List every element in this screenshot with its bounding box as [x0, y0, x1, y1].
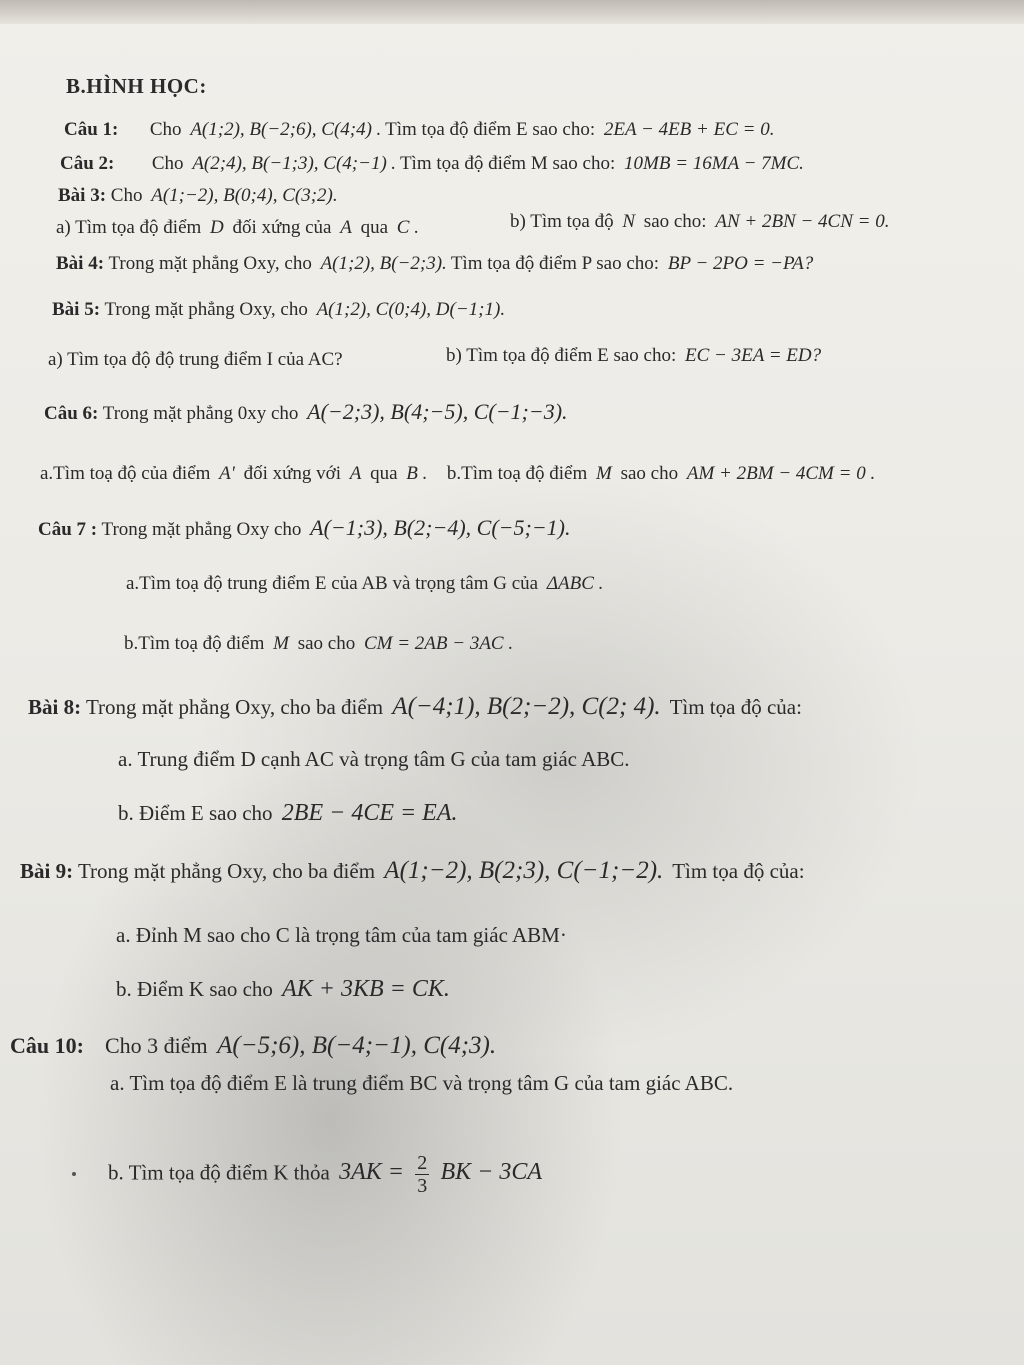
ex3b-text: b) Tìm tọa độ — [510, 211, 614, 232]
ex9-text: Trong mặt phẳng Oxy, cho ba điểm — [77, 859, 376, 883]
q6-label: Câu 6: — [44, 403, 99, 424]
q6-points: A(−2;3), B(4;−5), C(−1;−3). — [307, 399, 568, 424]
q10b-fraction — [415, 1152, 429, 1197]
question-2 — [60, 152, 808, 176]
ex3a-var-c: C . — [396, 217, 419, 238]
exercise-3b — [510, 210, 893, 234]
ex8-label: Bài 8: — [28, 695, 82, 719]
q1-label: Câu 1: — [64, 119, 119, 140]
ex8-end: Tìm tọa độ của: — [669, 695, 802, 719]
ex3b-equation: AN + 2BN − 4CN = 0. — [715, 211, 890, 232]
q1-mid: . Tìm tọa độ điểm E sao cho: — [375, 119, 596, 140]
q7a-text: a.Tìm toạ độ trung điểm E của AB và trọng tâm G của — [126, 573, 539, 594]
q10b-fraction-numerator: 2 — [417, 1152, 428, 1174]
ex9b-text: b. Điểm K sao cho — [116, 977, 273, 1001]
ex9-end: Tìm tọa độ của: — [672, 859, 805, 883]
ex4-label: Bài 4: — [56, 253, 105, 274]
section-title: B.HÌNH HỌC: — [66, 74, 207, 98]
paper-speck — [72, 1172, 76, 1176]
q7-label: Câu 7 : — [38, 519, 98, 540]
q7-points: A(−1;3), B(2;−4), C(−5;−1). — [310, 515, 571, 540]
q6-text: Trong mặt phẳng 0xy cho — [102, 403, 299, 424]
q6a-var-b: B . — [406, 463, 428, 484]
q2-points: A(2;4), B(−1;3), C(4;−1) — [192, 153, 387, 174]
ex4-text: Trong mặt phẳng Oxy, cho — [108, 253, 312, 274]
question-7a — [126, 572, 607, 596]
q10-points: A(−5;6), B(−4;−1), C(4;3). — [217, 1032, 497, 1059]
ex9a-text: a. Đỉnh M sao cho C là trọng tâm của tam giác ABM· — [116, 923, 567, 947]
ex3a-var-a: A — [340, 217, 352, 238]
ex4-mid: Tìm tọa độ điểm P sao cho: — [450, 253, 660, 274]
question-10 — [10, 1032, 500, 1060]
exercise-9b — [116, 976, 454, 1002]
ex8b-equation: 2BE − 4CE = EA. — [281, 800, 458, 826]
q1-equation: 2EA − 4EB + EC = 0. — [603, 119, 775, 140]
exercise-5b — [446, 344, 825, 368]
q7b-text: b.Tìm toạ độ điểm — [124, 633, 265, 654]
ex3a-text: a) Tìm tọa độ điểm — [56, 217, 202, 238]
ex8b-text: b. Điểm E sao cho — [118, 801, 273, 825]
q2-text: Cho — [151, 153, 184, 174]
q7-text: Trong mặt phẳng Oxy cho — [101, 519, 302, 540]
q7b-text-2: sao cho — [297, 633, 356, 654]
ex3a-var-d: D — [210, 217, 224, 238]
ex3a-text-3: qua — [360, 217, 389, 238]
ex8a-text: a. Trung điểm D cạnh AC và trọng tâm G của tam giác ABC. — [118, 747, 630, 771]
q2-mid: . Tìm tọa độ điểm M sao cho: — [390, 153, 616, 174]
q6b-text-2: sao cho — [620, 463, 679, 484]
ex3b-var-n: N — [622, 211, 636, 232]
ex5-points: A(1;2), C(0;4), D(−1;1). — [316, 299, 506, 320]
q1-text: Cho — [149, 119, 182, 140]
q10-label: Câu 10: — [10, 1033, 84, 1058]
ex9-points: A(1;−2), B(2;3), C(−1;−2). — [384, 857, 664, 884]
q10a-text: a. Tìm tọa độ điểm E là trung điểm BC và trọng tâm G của tam giác ABC. — [110, 1071, 734, 1095]
exercise-8b — [118, 800, 462, 826]
question-10b — [108, 1152, 546, 1197]
q2-equation: 10MB = 16MA − 7MC. — [624, 153, 804, 174]
ex4-equation: BP − 2PO = −PA? — [667, 253, 814, 274]
ex5b-equation: EC − 3EA = ED? — [685, 345, 822, 366]
ex5-label: Bài 5: — [52, 299, 101, 320]
exercise-4 — [56, 252, 817, 276]
q2-label: Câu 2: — [60, 153, 115, 174]
ex5b-text: b) Tìm tọa độ điểm E sao cho: — [446, 345, 677, 366]
q6a-var-a: A — [349, 463, 362, 484]
q10b-equation-right: BK − 3CA — [440, 1159, 542, 1186]
q6b-equation: AM + 2BM − 4CM = 0 . — [686, 463, 876, 484]
question-6-parts — [40, 462, 879, 486]
exercise-5a — [48, 348, 343, 372]
exercise-9 — [20, 858, 805, 884]
exercise-8a — [118, 746, 630, 772]
q1-points: A(1;2), B(−2;6), C(4;4) — [190, 119, 372, 140]
exercise-5 — [52, 298, 509, 322]
question-7b — [124, 632, 517, 656]
q6b-text: b.Tìm toạ độ điểm — [446, 463, 588, 484]
question-6 — [44, 400, 572, 426]
ex9-label: Bài 9: — [20, 859, 74, 883]
ex5-text: Trong mặt phẳng Oxy, cho — [104, 299, 308, 320]
exercise-8 — [28, 694, 802, 720]
q10b-fraction-denominator: 3 — [417, 1175, 428, 1197]
q6a-text: a.Tìm toạ độ của điểm — [40, 463, 211, 484]
ex3b-text-2: sao cho: — [643, 211, 707, 232]
q6b-var-m: M — [596, 463, 612, 484]
ex8-points: A(−4;1), B(2;−2), C(2; 4). — [392, 693, 661, 720]
q10b-equation-left: 3AK = — [339, 1159, 404, 1186]
paper-top-fold — [0, 0, 1024, 24]
q7b-var-m: M — [273, 633, 289, 654]
ex5a-text: a) Tìm tọa độ độ trung điểm I của AC? — [48, 349, 343, 370]
ex8-text: Trong mặt phẳng Oxy, cho ba điểm — [85, 695, 384, 719]
ex9b-equation: AK + 3KB = CK. — [282, 976, 450, 1002]
ex3-text: Cho — [110, 185, 143, 206]
exercise-3a — [56, 216, 423, 240]
q7a-triangle: ΔABC . — [546, 573, 604, 594]
question-10a — [110, 1070, 733, 1096]
question-1 — [64, 118, 778, 142]
q7b-equation: CM = 2AB − 3AC . — [363, 633, 514, 654]
q10b-text: b. Tìm tọa độ điểm K thỏa — [108, 1160, 330, 1185]
ex4-points: A(1;2), B(−2;3). — [320, 253, 447, 274]
question-7 — [38, 516, 575, 542]
q10-text: Cho 3 điểm — [104, 1033, 208, 1058]
ex3-label: Bài 3: — [58, 185, 107, 206]
ex3-points: A(1;−2), B(0;4), C(3;2). — [151, 185, 338, 206]
exercise-9a — [116, 922, 567, 948]
exercise-3 — [58, 184, 342, 208]
ex3a-text-2: đối xứng của — [232, 217, 332, 238]
q6a-text-2: đối xứng với — [243, 463, 341, 484]
q6a-var-a-prime: A' — [219, 463, 235, 484]
q6a-text-3: qua — [370, 463, 398, 484]
